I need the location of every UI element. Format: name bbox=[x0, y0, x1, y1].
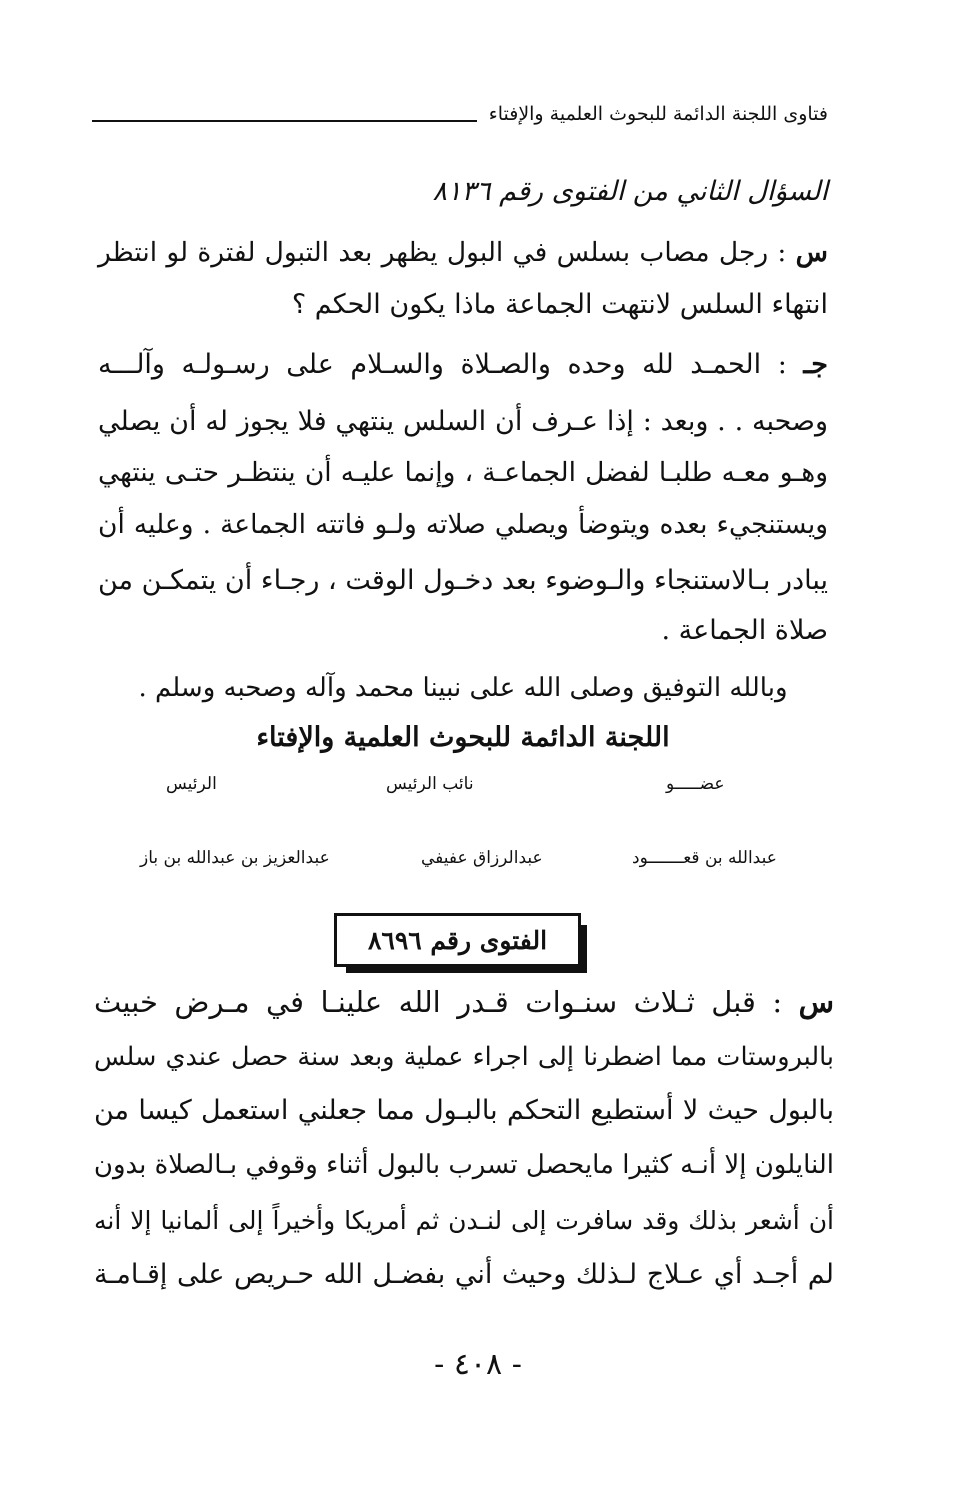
fatwa2-line-3 bbox=[94, 1089, 834, 1133]
line-text: وصحبه . . وبعد : إذا عـرف أن السلس ينتهي فلا يجوز له أن يصلي bbox=[98, 406, 828, 437]
line-text: بالبروستات مما اضطرنا إلى اجراء عملية وبعد سنة حصل عندي سلس bbox=[94, 1042, 834, 1072]
line-text: : رجل مصاب بسلس في البول يظهر بعد التبول لفترة لو انتظر bbox=[98, 237, 796, 268]
signatory-role-vice-president: نائب الرئيس bbox=[386, 774, 474, 794]
header-rule bbox=[92, 120, 477, 122]
fatwa2-line-4 bbox=[94, 1143, 834, 1187]
page-number: - ٤٠٨ - bbox=[434, 1347, 522, 1382]
fatwa1-line-6 bbox=[98, 505, 828, 545]
fatwa2-line-2 bbox=[94, 1035, 834, 1079]
fatwa-number-box bbox=[334, 913, 581, 967]
line-text: النايلون إلا أنـه كثيرا مايحصل تسرب بالبول أثناء وقوفي بـالصلاة بدون bbox=[93, 1150, 834, 1180]
fatwa2-line-5 bbox=[94, 1199, 834, 1243]
question-marker: س bbox=[798, 985, 834, 1019]
line-text: ويستنجيء بعده ويتوضأ ويصلي صلاته ولـو فاتته الجماعة . وعليه أن bbox=[98, 509, 828, 540]
closing-line: وبالله التوفيق وصلى الله على نبينا محمد وآله وصحبه وسلم . bbox=[138, 673, 788, 703]
line-text: بالبول حيث لا أستطيع التحكم بالبـول مما جعلني استعمل كيسا من bbox=[94, 1095, 834, 1126]
fatwa1-line-1 bbox=[98, 233, 828, 273]
line-text: صلاة الجماعة . bbox=[661, 615, 828, 646]
signatory-role-member: عضـــــو bbox=[666, 774, 725, 794]
question-marker: س bbox=[795, 237, 828, 268]
line-text: انتهاء السلس لانتهت الجماعة ماذا يكون الحكم ؟ bbox=[291, 289, 828, 320]
running-header: فتاوى اللجنة الدائمة للبحوث العلمية والإفتاء bbox=[488, 103, 828, 125]
line-text: : قبل ثـلاث سنـوات قـدر الله علينـا في مـرض خبيث bbox=[94, 985, 799, 1019]
line-text: يبادر بـالاستنجاء والـوضوء بعد دخـول الوقت ، رجـاء أن يتمكـن من bbox=[98, 565, 828, 596]
committee-name: اللجنة الدائمة للبحوث العلمية والإفتاء bbox=[256, 722, 670, 753]
signatory-name-vice-president: عبدالرزاق عفيفي bbox=[421, 848, 543, 868]
fatwa1-line-7 bbox=[98, 561, 828, 601]
line-text: لم أجـد أي عـلاج لـذلك وحيث أني بفضـل الله حـريص على إقـامـة bbox=[94, 1259, 834, 1290]
line-text: : الحمـد لله وحده والصـلاة والسـلام على رسـولـه وآلـــه bbox=[98, 349, 804, 380]
line-text: وهـو معـه طلبـا لفضل الجماعـة ، وإنما عليـه أن ينتظـر حتـى ينتهي bbox=[98, 457, 828, 488]
fatwa2-line-6 bbox=[94, 1253, 834, 1297]
fatwa1-line-2 bbox=[98, 285, 828, 325]
signatory-role-president: الرئيس bbox=[166, 774, 217, 794]
question-title: السؤال الثاني من الفتوى رقم ٨١٣٦ bbox=[432, 176, 828, 207]
signatory-name-member: عبدالله بن قعـــــــود bbox=[632, 848, 777, 868]
fatwa1-line-8 bbox=[98, 611, 828, 651]
fatwa1-line-3 bbox=[98, 345, 828, 385]
line-text: أن أشعر بذلك وقد سافرت إلى لنـدن ثم أمريكا وأخيراً إلى ألمانيا إلا أنه bbox=[94, 1206, 834, 1235]
fatwa2-line-1 bbox=[94, 980, 834, 1024]
answer-marker: جـ bbox=[803, 349, 828, 380]
fatwa1-line-5 bbox=[98, 453, 828, 493]
fatwa1-line-4 bbox=[98, 402, 828, 442]
fatwa-number-title: الفتوى رقم ٨٦٩٦ bbox=[367, 925, 548, 955]
signatory-name-president: عبدالعزيز بن عبدالله بن باز bbox=[140, 848, 330, 868]
